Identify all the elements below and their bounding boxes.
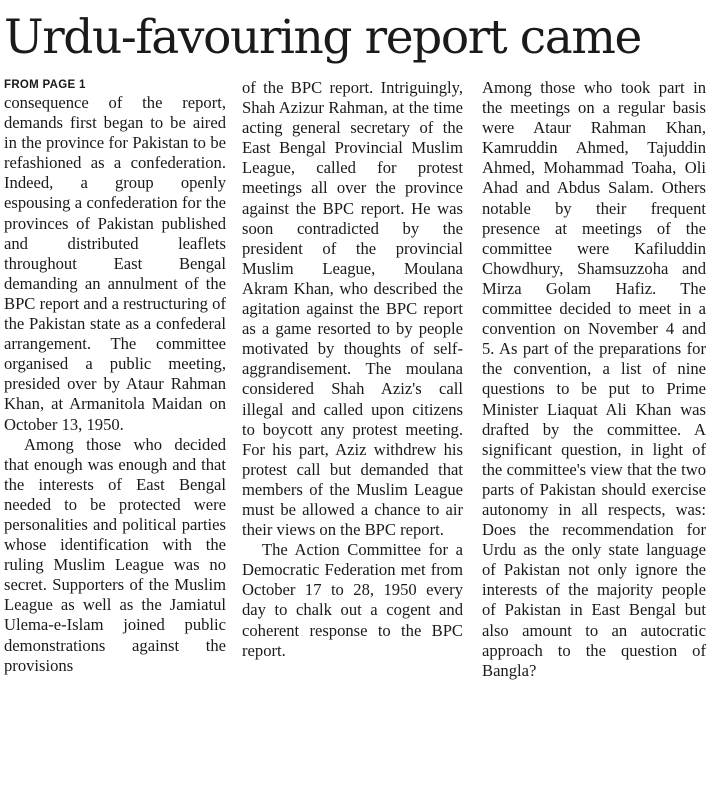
- headline: Urdu-favouring report came: [4, 10, 641, 65]
- column-3-paragraph-1: Among those who took part in the meetings on a regular basis were Ataur Rahman Khan, Kamruddin Ahmed, Tajuddin Ahmed, Mohammad Toaha, Oli Ahad and Abdus Salam. Others notable by their frequent presence at meetings of the committee were Kafiluddin Chowdhury, Shamsuzzoha and Mirza Golam Hafiz. The committee decided to meet in a convention on November 4 and 5. As part of the preparations for the convention, a list of nine questions to be put to Prime Minister Liaquat Ali Khan was drafted by the committee. A significant question, in light of the committee's view that the two parts of Pakistan should exercise autonomy in all respects, was: Does the recommendation for Urdu as the only state language of Pakistan not only ignore the interests of the majority people of Pakistan in East Bengal but also amount to an autocratic approach to the question of Bangla?: [482, 78, 706, 680]
- column-2-paragraph-1: of the BPC report. Intriguingly, Shah Azizur Rahman, at the time acting general secretary of the East Bengal Provincial Muslim League, called for protest meetings all over the province against the BPC report. He was soon contradicted by the president of the provincial Muslim League, Moulana Akram Khan, who described the agitation against the BPC report as a game resorted to by people motivated by thoughts of self-aggrandisement. The moulana considered Shah Aziz's call illegal and called upon citizens to boycott any protest meeting. For his part, Aziz withdrew his protest call but demanded that members of the Muslim League must be allowed a chance to air their views on the BPC report.: [242, 78, 463, 540]
- article-column-2: [242, 78, 463, 661]
- column-2-paragraph-2: The Action Committee for a Democratic Federation met from October 17 to 28, 1950 every day to chalk out a cogent and coherent response to the BPC report.: [242, 540, 463, 660]
- jump-line: FROM PAGE 1: [4, 79, 86, 91]
- column-1-paragraph-2: Among those who decided that enough was enough and that the interests of East Bengal needed to be protected were personalities and political parties whose identification with the ruling Muslim League was no secret. Supporters of the Muslim League as well as the Jamiatul Ulema-e-Islam joined public demonstrations against the provisions: [4, 434, 226, 675]
- article-column-3: [482, 78, 706, 681]
- column-1-paragraph-1: consequence of the report, demands first began to be aired in the province for Pakistan to be refashioned as a confederation. Indeed, a group openly espousing a confederation for the provinces of Pakistan published and distributed leaflets throughout East Bengal demanding an annulment of the BPC report and a restructuring of the Pakistan state as a confederal arrangement. The committee organised a public meeting, presided over by Ataur Rahman Khan, at Armanitola Maidan on October 13, 1950.: [4, 93, 226, 434]
- article-column-1: [4, 78, 226, 676]
